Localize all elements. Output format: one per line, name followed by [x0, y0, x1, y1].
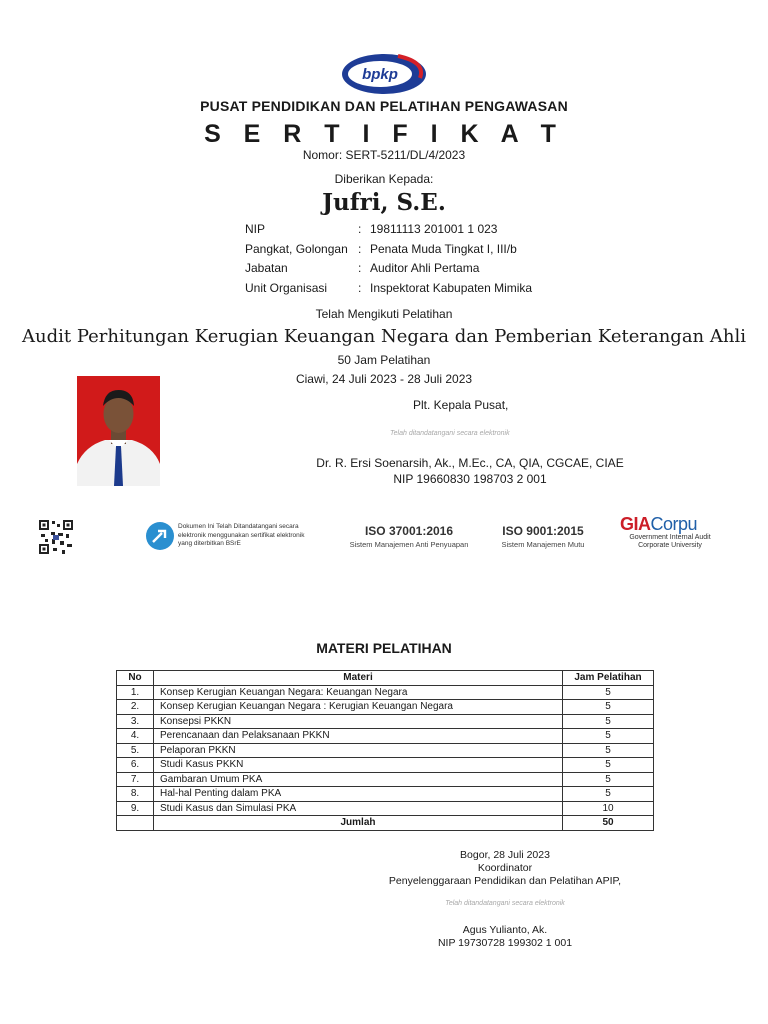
certificate-number: Nomor: SERT-5211/DL/4/2023	[302, 148, 466, 162]
gia-text: GIA	[620, 514, 651, 534]
coordinator-block	[380, 849, 630, 888]
coordinator-role: Koordinator	[477, 862, 533, 874]
recipient-name: Jufri, S.E.	[322, 189, 446, 216]
certificate-title: S E R T I F I K A T	[204, 120, 564, 148]
cell-jam: 10	[563, 801, 654, 816]
info-row-nip	[245, 222, 532, 242]
materi-table	[116, 670, 654, 831]
cell-jam: 5	[563, 729, 654, 744]
col-header-jam: Jam Pelatihan	[563, 671, 654, 686]
bpkp-logo	[340, 52, 428, 96]
corpu-text: Corpu	[650, 514, 698, 534]
total-label: Jumlah	[154, 816, 563, 831]
cell-jam: 5	[563, 714, 654, 729]
total-value: 50	[563, 816, 654, 831]
coordinator-unit: Penyelenggaraan Pendidikan dan Pelatihan APIP,	[388, 875, 622, 887]
cell-materi: Perencanaan dan Pelaksanaan PKKN	[154, 729, 563, 744]
bsre-icon	[145, 521, 175, 556]
cell-no: 2.	[117, 700, 154, 715]
gia-subtitle-2: Corporate University	[638, 542, 702, 549]
cell-materi: Konsep Kerugian Keuangan Negara : Kerugian Keuangan Negara	[154, 700, 563, 715]
info-label: NIP	[245, 222, 266, 236]
cell-no: 9.	[117, 801, 154, 816]
esign-note: Telah ditandatangani secara elektronik	[445, 900, 565, 907]
cell-materi: Pelaporan PKKN	[154, 743, 563, 758]
gia-corpu-logo	[620, 514, 720, 550]
info-sep: :	[358, 280, 362, 295]
bsre-text: Dokumen Ini Telah Ditandatangani secara elektronik menggunakan sertifikat elektronik yang diterbitkan BSrE	[178, 523, 305, 547]
coordinator-name: Agus Yulianto, Ak.	[462, 924, 548, 936]
cell-no: 6.	[117, 758, 154, 773]
table-row	[117, 787, 654, 802]
training-hours: 50 Jam Pelatihan	[337, 353, 431, 367]
cell-jam: 5	[563, 700, 654, 715]
table-total-row	[117, 816, 654, 831]
iso-37001-badge	[339, 524, 479, 549]
table-row	[117, 772, 654, 787]
cell-jam: 5	[563, 685, 654, 700]
table-row	[117, 729, 654, 744]
iso-title: ISO 9001:2015	[502, 524, 584, 538]
cell-jam: 5	[563, 743, 654, 758]
recipient-photo	[77, 376, 160, 486]
cell-jam: 5	[563, 758, 654, 773]
cell-no: 4.	[117, 729, 154, 744]
table-row	[117, 801, 654, 816]
info-value: Penata Muda Tingkat I, III/b	[370, 241, 517, 256]
table-header-row	[117, 671, 654, 686]
iso-9001-badge	[493, 524, 593, 549]
info-value: Inspektorat Kabupaten Mimika	[370, 280, 533, 295]
course-title: Audit Perhitungan Kerugian Keuangan Negara dan Pemberian Keterangan Ahli	[22, 326, 746, 347]
info-sep: :	[358, 222, 362, 236]
attended-label: Telah Mengikuti Pelatihan	[315, 307, 453, 321]
signer-name: Dr. R. Ersi Soenarsih, Ak., M.Ec., CA, QIA, CGCAE, CIAE	[316, 456, 624, 470]
cell-materi: Studi Kasus dan Simulasi PKA	[154, 801, 563, 816]
cell-materi: Konsep Kerugian Keuangan Negara: Keuangan Negara	[154, 685, 563, 700]
cell-no: 7.	[117, 772, 154, 787]
info-row-rank	[245, 242, 532, 262]
info-value: Auditor Ahli Pertama	[370, 261, 480, 275]
cell-materi: Gambaran Umum PKA	[154, 772, 563, 787]
gia-subtitle-1: Government Internal Audit	[629, 534, 711, 541]
cell-jam: 5	[563, 772, 654, 787]
signer-block	[290, 455, 650, 487]
cell-materi: Hal-hal Penting dalam PKA	[154, 787, 563, 802]
info-sep: :	[358, 261, 362, 275]
gia-subtitle	[620, 534, 720, 550]
cell-no-empty	[117, 816, 154, 831]
table-row	[117, 758, 654, 773]
coordinator-signer	[380, 924, 630, 950]
cell-materi: Konsepsi PKKN	[154, 714, 563, 729]
logo-text: bpkp	[362, 66, 398, 83]
info-row-unit	[245, 281, 532, 301]
materi-title: MATERI PELATIHAN	[316, 640, 452, 656]
info-value: 19811113 201001 1 023	[370, 222, 498, 236]
esign-note: Telah ditandatangani secara elektronik	[390, 430, 510, 437]
signer-position: Plt. Kepala Pusat,	[413, 398, 509, 412]
info-label: Unit Organisasi	[245, 280, 328, 295]
table-row	[117, 685, 654, 700]
iso-subtitle: Sistem Manajemen Mutu	[501, 540, 585, 549]
table-row	[117, 714, 654, 729]
recipient-info	[245, 222, 532, 300]
iso-title: ISO 37001:2016	[364, 524, 454, 538]
qr-code-icon	[38, 519, 74, 555]
given-to-label: Diberikan Kepada:	[334, 172, 434, 186]
cell-no: 8.	[117, 787, 154, 802]
cell-no: 1.	[117, 685, 154, 700]
table-row	[117, 700, 654, 715]
cell-no: 5.	[117, 743, 154, 758]
institution-name: PUSAT PENDIDIKAN DAN PELATIHAN PENGAWASAN	[200, 98, 568, 114]
cell-no: 3.	[117, 714, 154, 729]
info-label: Pangkat, Golongan	[245, 241, 348, 256]
signer-nip: NIP 19660830 198703 2 001	[393, 472, 547, 486]
info-label: Jabatan	[245, 261, 288, 275]
table-row	[117, 743, 654, 758]
sign-place-date: Bogor, 28 Juli 2023	[460, 849, 550, 861]
col-header-no: No	[117, 671, 154, 686]
info-sep: :	[358, 241, 362, 256]
coordinator-nip: NIP 19730728 199302 1 001	[437, 937, 573, 949]
iso-subtitle: Sistem Manajemen Anti Penyuapan	[349, 540, 469, 549]
cell-jam: 5	[563, 787, 654, 802]
info-row-position	[245, 261, 532, 281]
training-place-date: Ciawi, 24 Juli 2023 - 28 Juli 2023	[295, 372, 473, 386]
cell-materi: Studi Kasus PKKN	[154, 758, 563, 773]
col-header-materi: Materi	[154, 671, 563, 686]
